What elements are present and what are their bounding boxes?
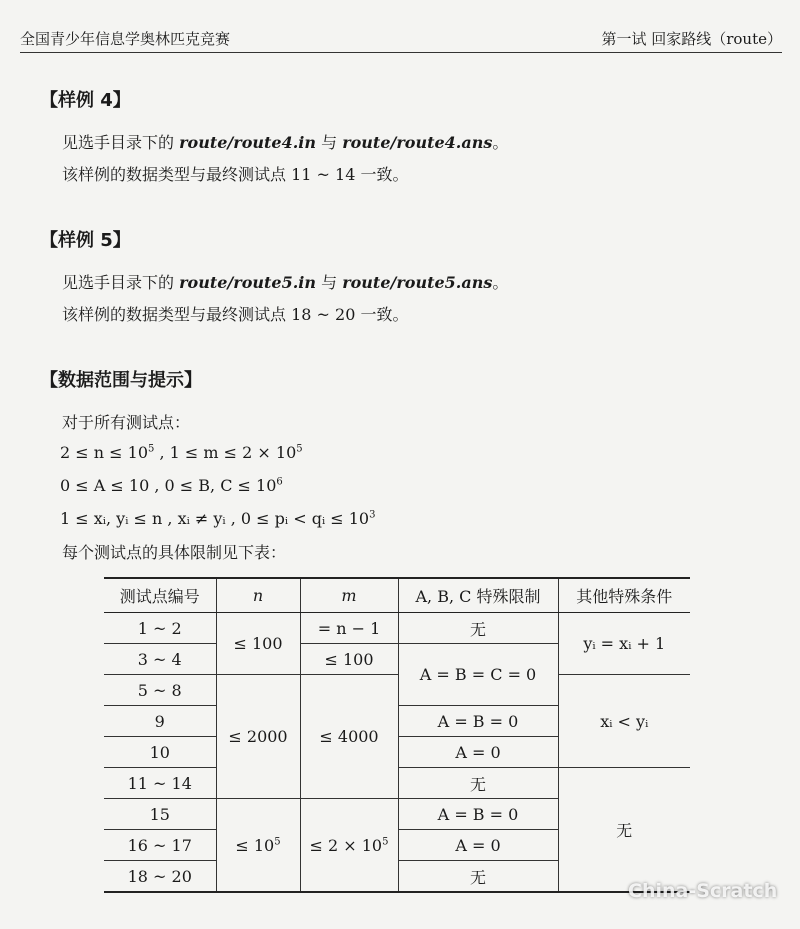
cell-n: ≤ 100	[216, 613, 300, 675]
header-n	[216, 578, 300, 613]
header-abc-limit: A, B, C 特殊限制	[398, 578, 558, 613]
sample5-text: 见选手目录下的	[62, 273, 175, 292]
constraint-m: , 1 ≤ m ≤ 2 × 10	[154, 443, 297, 462]
constraint-edges-text: 1 ≤ xᵢ, yᵢ ≤ n , xᵢ ≠ yᵢ , 0 ≤ pᵢ < qᵢ ≤ 10	[60, 509, 370, 528]
cell-id: 16 ~ 17	[104, 830, 216, 861]
cell-m: ≤ 100	[300, 644, 398, 675]
cell-id: 1 ~ 2	[104, 613, 216, 644]
sample5-note: 该样例的数据类型与最终测试点 18 ~ 20 一致。	[62, 305, 409, 324]
cell-id: 9	[104, 706, 216, 737]
cell-other: 无	[558, 768, 690, 893]
constraint-abc-exp: 6	[276, 476, 283, 488]
constraint-n: 2 ≤ n ≤ 10	[60, 443, 148, 462]
cell-id: 15	[104, 799, 216, 830]
problem-name: 第一试 回家路线（route）	[601, 30, 782, 48]
cell-abc: A = B = 0	[398, 799, 558, 830]
cell-m: ≤ 4000	[300, 675, 398, 799]
cell-other: yᵢ = xᵢ + 1	[558, 613, 690, 675]
sample4-text: 见选手目录下的	[62, 133, 175, 152]
watermark: China-Scratch	[628, 880, 778, 902]
sample5-files	[62, 270, 508, 293]
limits-table	[104, 577, 690, 893]
sample4-answer-file: route/route4.ans	[342, 133, 493, 152]
cell-id: 3 ~ 4	[104, 644, 216, 675]
sample4-files	[62, 130, 508, 153]
header-testcase-id: 测试点编号	[104, 578, 216, 613]
cell-n-exp: 5	[274, 836, 281, 848]
cell-abc: A = B = 0	[398, 706, 558, 737]
cell-n: ≤ 2000	[216, 675, 300, 799]
sample4-title: 【样例 4】	[40, 90, 131, 111]
constraint-m-exp: 5	[296, 443, 303, 455]
constraint-abc-text: 0 ≤ A ≤ 10 , 0 ≤ B, C ≤ 10	[60, 476, 277, 495]
cell-other: xᵢ < yᵢ	[558, 675, 690, 768]
constraints-title: 【数据范围与提示】	[40, 370, 202, 391]
constraint-n-m	[60, 443, 303, 462]
cell-m-exp: 5	[382, 836, 389, 848]
header-n-text: n	[252, 586, 264, 605]
cell-id: 10	[104, 737, 216, 768]
constraints-outro: 每个测试点的具体限制见下表：	[62, 543, 287, 562]
constraint-n-exp: 5	[148, 443, 155, 455]
cell-abc: 无	[398, 768, 558, 799]
cell-abc: A = B = C = 0	[398, 644, 558, 706]
cell-abc: 无	[398, 861, 558, 893]
cell-id: 18 ~ 20	[104, 861, 216, 893]
cell-m	[300, 799, 398, 893]
table-row	[104, 613, 690, 644]
sample5-answer-file: route/route5.ans	[342, 273, 493, 292]
cell-m: = n − 1	[300, 613, 398, 644]
sample4-period: 。	[492, 133, 509, 152]
constraint-edges	[60, 509, 375, 528]
sample4-input-file: route/route4.in	[179, 133, 316, 152]
cell-id: 5 ~ 8	[104, 675, 216, 706]
cell-n-text: ≤ 10	[235, 835, 275, 855]
sample5-period: 。	[492, 273, 509, 292]
page-header	[20, 22, 782, 53]
cell-id: 11 ~ 14	[104, 768, 216, 799]
constraint-abc	[60, 476, 283, 495]
cell-abc: A = 0	[398, 737, 558, 768]
sample5-title: 【样例 5】	[40, 230, 131, 251]
header-other-conditions: 其他特殊条件	[558, 578, 690, 613]
cell-m-text: ≤ 2 × 10	[309, 835, 383, 855]
sample4-note: 该样例的数据类型与最终测试点 11 ~ 14 一致。	[62, 165, 409, 184]
header-m	[300, 578, 398, 613]
sample5-and: 与	[321, 273, 338, 292]
constraints-intro: 对于所有测试点：	[62, 413, 191, 432]
table-row	[104, 675, 690, 706]
constraint-edges-exp: 3	[369, 509, 376, 521]
cell-abc: 无	[398, 613, 558, 644]
contest-name: 全国青少年信息学奥林匹克竞赛	[20, 30, 231, 48]
sample4-and: 与	[321, 133, 338, 152]
sample5-input-file: route/route5.in	[179, 273, 316, 292]
cell-abc: A = 0	[398, 830, 558, 861]
table-header-row	[104, 578, 690, 613]
header-m-text: m	[341, 586, 357, 605]
cell-n	[216, 799, 300, 893]
